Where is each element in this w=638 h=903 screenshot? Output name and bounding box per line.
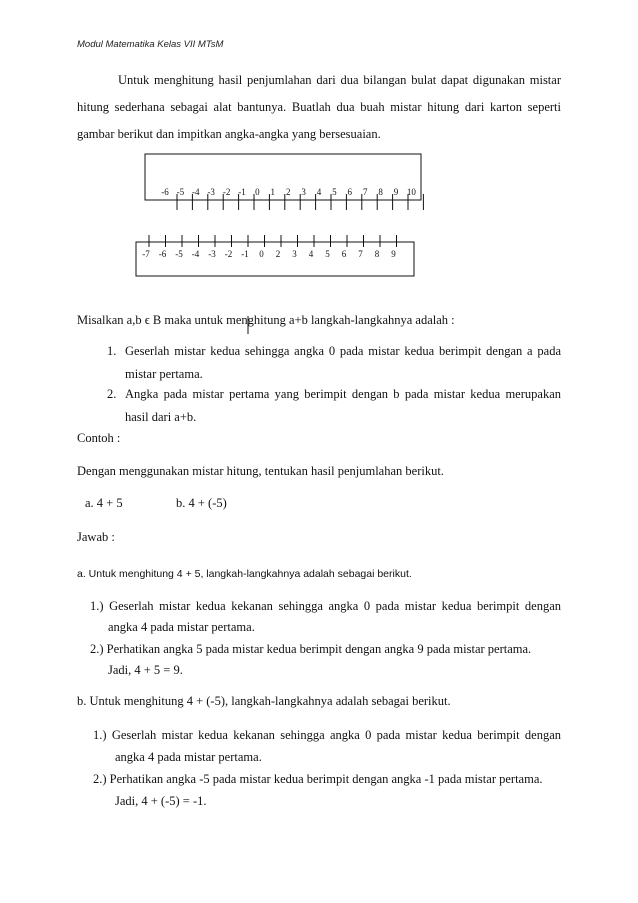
ruler1-label: 2 <box>285 187 291 197</box>
ruler2-label: 3 <box>292 249 297 259</box>
step-2-number: 2. <box>107 387 117 401</box>
ruler1-label: 6 <box>347 187 353 197</box>
step-1-number: 1. <box>107 344 117 358</box>
ruler-first <box>145 154 423 210</box>
ruler1-label: -1 <box>238 187 246 197</box>
ruler2-label: 8 <box>374 249 380 259</box>
step-2-line-2: hasil dari a+b. <box>125 410 197 424</box>
intro-line-3: gambar berikut dan impitkan angka-angka yang bersesuaian. <box>77 127 381 141</box>
ruler1-label: -3 <box>207 187 215 197</box>
jawab-label: Jawab : <box>77 530 115 544</box>
step-2-line-1: Angka pada mistar pertama yang berimpit dengan b pada mistar kedua merupakan <box>125 387 561 401</box>
ruler2-label: 0 <box>259 249 264 259</box>
ruler2-label: -1 <box>241 249 249 259</box>
ruler1-label: -5 <box>176 187 185 197</box>
answer-b-step-1-line-2: angka 4 pada mistar pertama. <box>115 750 262 764</box>
ruler2-label: -5 <box>175 249 183 259</box>
ruler-second-frame <box>136 242 414 276</box>
answer-b-step-2-line-1: 2.) Perhatikan angka -5 pada mistar kedua berimpit dengan angka -1 pada mistar pertama. <box>93 772 543 786</box>
ruler2-label: -6 <box>158 249 167 259</box>
ruler1-label: 1 <box>270 187 276 197</box>
answer-a-step-1-line-2: angka 4 pada mistar pertama. <box>108 620 255 634</box>
ruler2-label: -7 <box>142 249 150 259</box>
question-text: Dengan menggunakan mistar hitung, tentukan hasil penjumlahan berikut. <box>77 464 444 478</box>
step-1-line-1: Geserlah mistar kedua sehingga angka 0 pada mistar kedua berimpit dengan a pada <box>125 344 561 358</box>
problem-a: a. 4 + 5 <box>85 496 123 510</box>
answer-b-heading: b. Untuk menghitung 4 + (-5), langkah-langkahnya adalah sebagai berikut. <box>77 694 451 708</box>
answer-a-step-2-line-1: 2.) Perhatikan angka 5 pada mistar kedua berimpit dengan angka 9 pada mistar pertama. <box>90 642 532 656</box>
intro-line-2: hitung sederhana sebagai alat bantunya. Buatlah dua buah mistar hitung dari karton seperti <box>77 100 561 114</box>
problem-b: b. 4 + (-5) <box>176 496 227 510</box>
ruler2-label: 4 <box>308 249 314 259</box>
answer-a-conclusion: Jadi, 4 + 5 = 9. <box>108 663 183 677</box>
ruler2-label: 7 <box>358 249 363 259</box>
answer-a-step-1-line-1: 1.) Geserlah mistar kedua kekanan sehingga angka 0 pada mistar kedua berimpit dengan <box>90 599 561 613</box>
ruler1-label: -2 <box>222 187 231 197</box>
ruler1-label: 5 <box>332 187 337 197</box>
ruler2-label: -4 <box>191 249 200 259</box>
ruler2-label: 9 <box>391 249 396 259</box>
ruler1-label: 4 <box>316 187 322 197</box>
ruler1-label: 0 <box>255 187 260 197</box>
answer-b-step-1-line-1: 1.) Geserlah mistar kedua kekanan sehingga angka 0 pada mistar kedua berimpit dengan <box>93 728 561 742</box>
ruler1-label: 8 <box>378 187 383 197</box>
ruler2-label: 5 <box>325 249 330 259</box>
ruler1-label: -6 <box>161 187 169 197</box>
ruler2-label: -2 <box>224 249 233 259</box>
step-1-line-2: mistar pertama. <box>125 367 203 381</box>
answer-a-heading: a. Untuk menghitung 4 + 5, langkah-langkahnya adalah sebagai berikut. <box>77 568 412 580</box>
page-header: Modul Matematika Kelas VII MTsM <box>77 39 224 50</box>
ruler-second <box>136 235 414 276</box>
ruler1-label: 9 <box>393 187 399 197</box>
ruler2-label: 2 <box>275 249 281 259</box>
contoh-label: Contoh : <box>77 431 121 445</box>
ruler2-label: 6 <box>341 249 347 259</box>
answer-b-conclusion: Jadi, 4 + (-5) = -1. <box>115 794 207 808</box>
ruler2-label: -3 <box>208 249 216 259</box>
ruler1-label: -4 <box>192 187 200 197</box>
ruler1-label: 10 <box>406 187 416 197</box>
ruler1-label: 7 <box>362 187 368 197</box>
intro-line-1: Untuk menghitung hasil penjumlahan dari dua bilangan bulat dapat digunakan mistar <box>118 73 561 87</box>
steps-intro: Misalkan a,b ϵ B maka untuk menghitung a+b langkah-langkahnya adalah : <box>77 313 455 327</box>
ruler1-label: 3 <box>301 187 306 197</box>
